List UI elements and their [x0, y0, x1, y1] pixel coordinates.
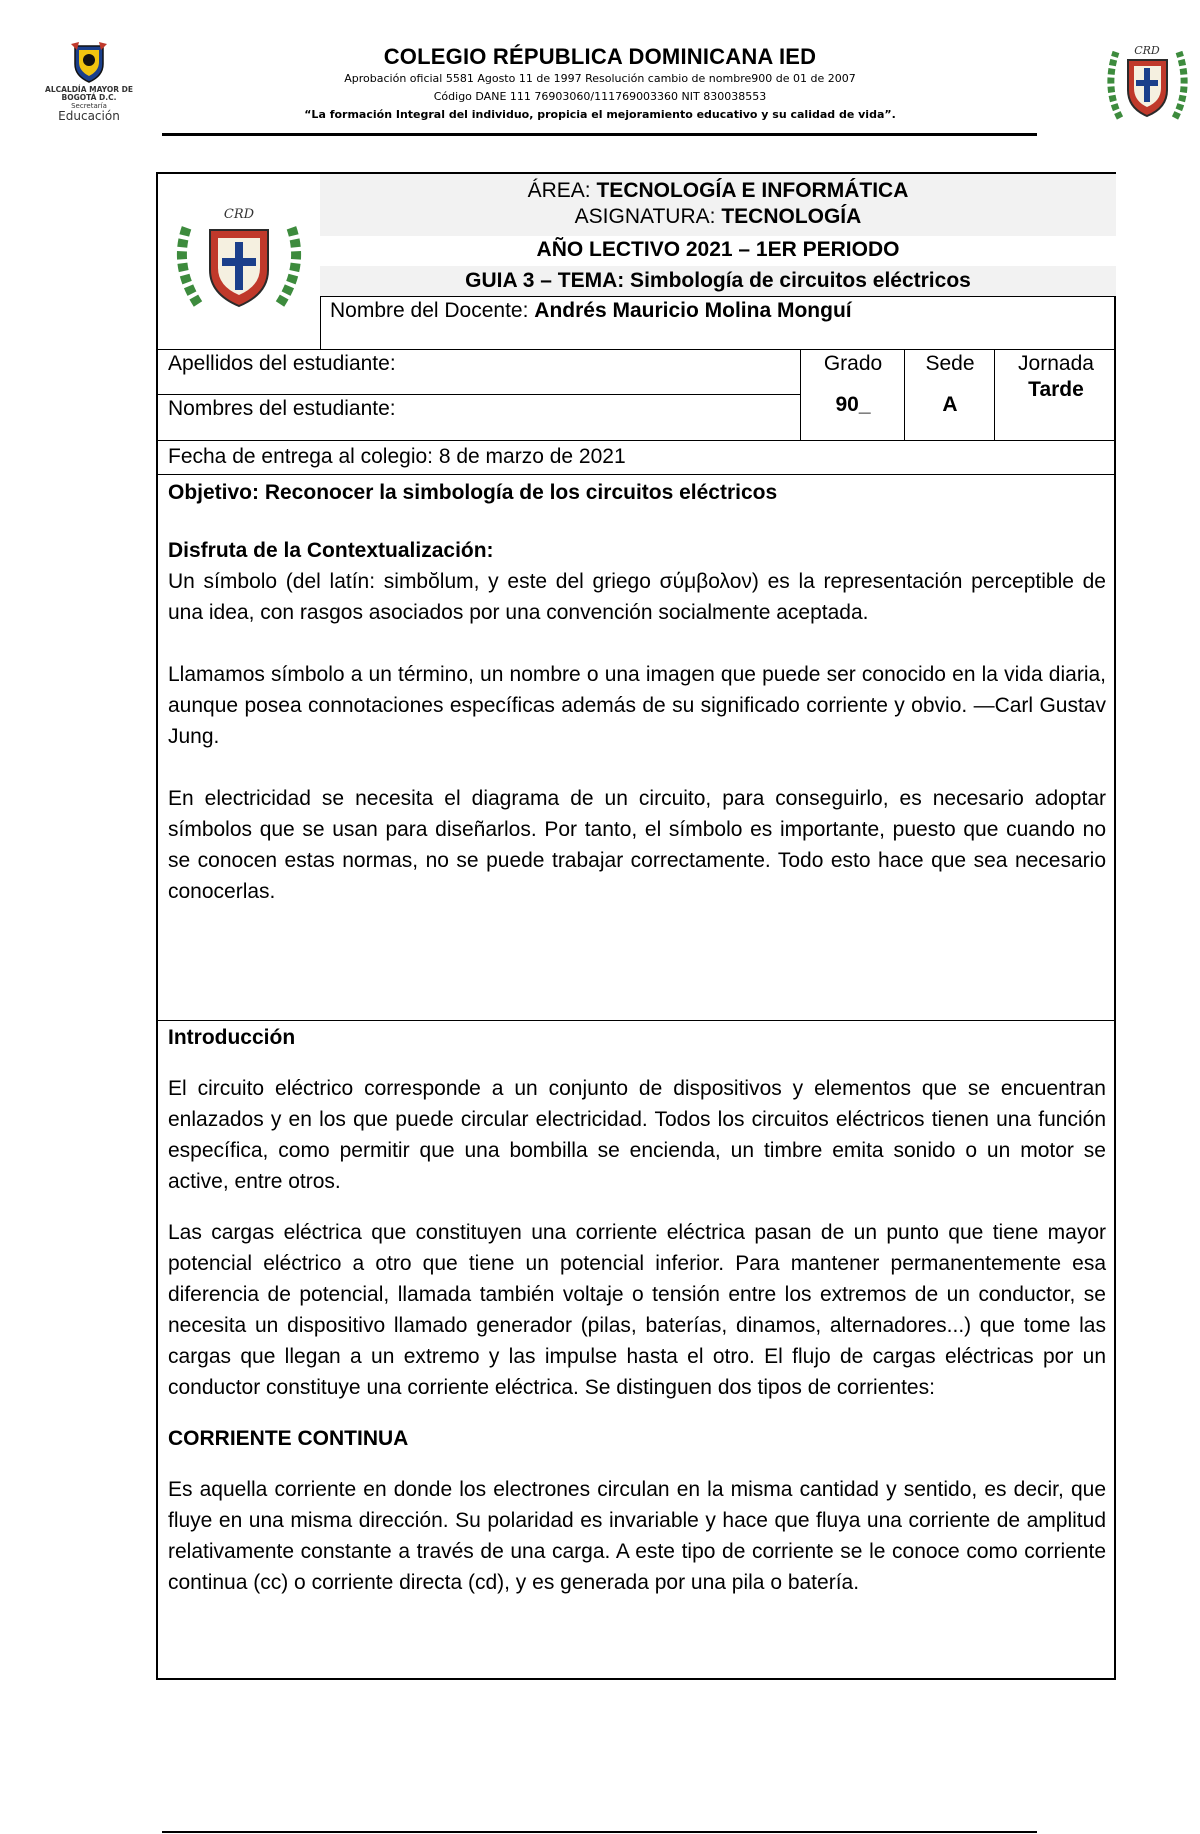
divider [158, 440, 1116, 441]
crest-text: CRD [223, 207, 255, 222]
paragraph: Es aquella corriente en donde los electrones circulan en la misma cantidad y sentido, es decir, que fluye en una misma dirección. Su polaridad es invariable y hace que fluya una corriente de amplitud relativamente constante a través de una carga. A este tipo de corriente se le conoce como corriente continua (cc) o corriente directa (cd), y es generada por una pila o batería. [168, 1478, 1106, 1594]
shift-label: Jornada [1018, 352, 1094, 375]
bogota-coat-of-arms-icon [67, 40, 111, 84]
header-logo-cell [158, 174, 320, 349]
contextualization-section [168, 535, 1106, 907]
paragraph: Un símbolo (del latín: simbŏlum, y este del griego σύμβολον) es la representación perceptible de una idea, con rasgos asociados por una convención socialmente aceptada. [168, 570, 1106, 624]
school-crest-right [1100, 38, 1195, 128]
grade-value[interactable]: 90_ [835, 393, 871, 416]
paragraph: Llamamos símbolo a un término, un nombre o una imagen que puede ser conocido en la vida diaria, aunque posea connotaciones específicas además de su significado corriente y obvio. —Carl Gustav Jung. [168, 663, 1106, 748]
grade-label: Grado [823, 352, 883, 375]
divider [158, 394, 800, 395]
teacher-name [320, 296, 1116, 348]
divider [158, 1020, 1116, 1021]
student-firstname-field[interactable]: Nombres del estudiante: [168, 397, 396, 420]
divider [158, 474, 1116, 475]
teacher-value: Andrés Mauricio Molina Monguí [534, 299, 852, 322]
asignatura-prefix: ASIGNATURA: [574, 205, 722, 228]
contextualization-heading: Disfruta de la Contextualización: [168, 539, 494, 562]
letterhead-divider [162, 133, 1037, 136]
introduction-section [168, 1022, 1106, 1598]
guide-form [156, 172, 1116, 1680]
school-crest-icon [158, 174, 320, 349]
divider [994, 349, 995, 440]
divider [904, 349, 905, 440]
student-lastname-field[interactable]: Apellidos del estudiante: [168, 352, 396, 375]
crest-text: CRD [1134, 44, 1160, 57]
area-prefix: ÁREA: [527, 179, 597, 202]
objective [168, 477, 1106, 508]
approval-line: Aprobación oficial 5581 Agosto 11 de 1997 Resolución cambio de nombre900 de 01 de 2007 [344, 72, 856, 85]
dane-line: Código DANE 111 76903060/111769003360 NIT 830038553 [433, 90, 767, 103]
divider [158, 349, 1116, 350]
cc-heading: CORRIENTE CONTINUA [168, 1427, 409, 1450]
footer-divider [162, 1831, 1037, 1833]
paragraph: Las cargas eléctrica que constituyen una corriente eléctrica pasan de un punto que tiene mayor potencial eléctrico a otro que tiene un potencial inferior. Para mantener permanentemente esa diferencia de potencial, llamada también voltaje o tensión entre los extremos de un conductor, se necesita un dispositivo llamado generador (pilas, baterías, dinamos, alternadores...) que tome las cargas que llegan a un extremo y las impulse hasta el otro. El flujo de cargas eléctricas por un conductor constituye una corriente eléctrica. Se distinguen dos tipos de corrientes: [168, 1221, 1106, 1399]
guide-topic: GUIA 3 – TEMA: Simbología de circuitos eléctricos [320, 266, 1116, 296]
school-name: COLEGIO RÉPUBLICA DOMINICANA IED [383, 44, 817, 69]
letterhead-text [230, 44, 970, 124]
paragraph: En electricidad se necesita el diagrama de un circuito, para conseguirlo, es necesario adoptar símbolos que se usan para diseñarlos. Por tanto, el símbolo es importante, puesto que cuando no se conocen estas normas, no se puede trabajar correctamente. Todo esto hace que sea necesario conocerlas. [168, 787, 1106, 903]
alcaldia-label: ALCALDÍA MAYOR DE BOGOTÁ D.C. [45, 85, 133, 102]
divider [800, 349, 801, 440]
campus-label: Sede [925, 352, 975, 375]
academic-year: AÑO LECTIVO 2021 – 1ER PERIODO [320, 236, 1116, 266]
area-value: TECNOLOGÍA E INFORMÁTICA [596, 179, 909, 202]
school-crest-icon [1100, 38, 1195, 128]
bogota-logo [44, 40, 134, 140]
asignatura-value: TECNOLOGÍA [721, 205, 862, 228]
teacher-label: Nombre del Docente: [330, 299, 535, 322]
school-motto: “La formación Integral del individuo, propicia el mejoramiento educativo y su calidad de vida”. [304, 108, 896, 121]
introduction-heading: Introducción [168, 1026, 296, 1049]
shift-value: Tarde [1028, 378, 1084, 401]
educacion-label: Educación [58, 109, 120, 123]
objective-text: Objetivo: Reconocer la simbología de los circuitos eléctricos [168, 481, 778, 504]
letterhead [0, 0, 1200, 140]
delivery-date: Fecha de entrega al colegio: 8 de marzo de 2021 [168, 445, 626, 468]
secretaria-label: Secretaría [71, 102, 107, 110]
paragraph: El circuito eléctrico corresponde a un conjunto de dispositivos y elementos que se encuentran enlazados y en los que puede circular electricidad. Todos los circuitos eléctricos tienen una función específica, como permitir que una bombilla se encienda, un timbre emita sonido o un motor se active, entre otros. [168, 1077, 1106, 1193]
header-area [320, 174, 1116, 236]
campus-value: A [942, 393, 958, 416]
